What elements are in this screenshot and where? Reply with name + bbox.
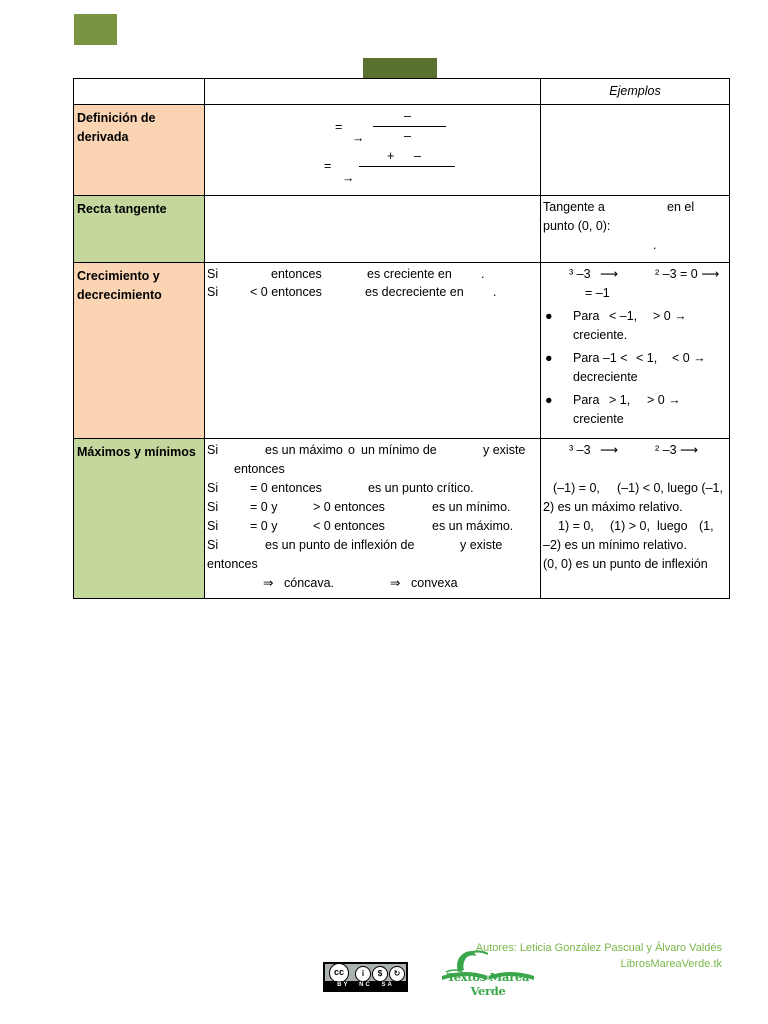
max-min-text: un mínimo de [361, 443, 437, 457]
table-row [74, 439, 730, 599]
bullet-text: > 0 → [647, 393, 681, 407]
bullet-text: < 1, [636, 351, 658, 365]
title-bar [363, 58, 437, 78]
tangent-example-text-1: Tangente a [543, 200, 605, 214]
cc-icon: cc [329, 963, 349, 983]
row-label-max-min: Máximos y mínimos [74, 439, 205, 599]
max-min-text: Si [207, 538, 219, 552]
max-min-text: < 0 entonces [313, 519, 385, 533]
growth-example-arrow: ⟶ [600, 267, 618, 281]
max-min-text: Si [207, 443, 219, 457]
max-example-function: ³ –3 [569, 443, 591, 457]
header-cell-examples: Ejemplos [541, 79, 730, 105]
max-min-text: Si [207, 481, 219, 495]
site-line: LibrosMareaVerde.tk [620, 958, 722, 970]
implies-icon: ⇒ [390, 576, 401, 590]
bullet-text: > 1, [609, 393, 631, 407]
bullet-text: decreciente [573, 370, 638, 384]
table-row [74, 263, 730, 439]
table-row [74, 196, 730, 263]
max-min-text: = 0 y [250, 519, 278, 533]
formula-arrow-1: → [352, 131, 365, 145]
max-min-text: es un punto de inflexión de [265, 538, 415, 552]
max-example-text: (–1) = 0, [553, 481, 600, 495]
max-example-text: (–1) < 0, luego (–1, [617, 481, 723, 495]
decrease-text: < 0 entonces [250, 285, 322, 299]
max-min-text: es un máximo. [432, 519, 514, 533]
max-min-examples [541, 439, 730, 599]
tangent-example-text-4: . [653, 238, 657, 252]
max-example-text: (1, [699, 519, 714, 533]
formula-minus-3: – [414, 149, 421, 163]
header-accent-block [74, 14, 117, 45]
bullet-icon: ● [545, 393, 553, 407]
bullet-text: creciente. [573, 328, 628, 342]
formula-equals-2: = [324, 159, 332, 173]
tangent-example-text-3: punto (0, 0): [543, 219, 611, 233]
formula-arrow-2: → [342, 171, 355, 185]
tangent-line-formula [205, 196, 541, 263]
max-min-text: convexa [411, 576, 458, 590]
growth-text: . [481, 267, 485, 281]
decrease-text: . [493, 285, 497, 299]
growth-example-derivative: ² –3 = 0 ⟶ [655, 267, 720, 281]
tangent-line-examples [541, 196, 730, 263]
table-header-row [74, 79, 730, 105]
license-nc: NC [359, 982, 372, 988]
row-label-tangent-line: Recta tangente [74, 196, 205, 263]
formula-plus: + [387, 149, 395, 163]
cc-by-nc-sa-icon [323, 962, 408, 992]
license-sa: SA [381, 982, 394, 988]
bullet-text: > 0 → [653, 309, 687, 323]
max-min-text: y existe [460, 538, 503, 552]
max-example-derivative: ² –3 ⟶ [655, 443, 698, 457]
max-min-text: entonces [234, 462, 285, 476]
bullet-text: creciente [573, 412, 624, 426]
bullet-text: Para –1 < [573, 351, 628, 365]
row-label-growth: Crecimiento y decrecimiento [74, 263, 205, 439]
authors-line: Autores: Leticia González Pascual y Álvaro Valdés [475, 942, 722, 954]
growth-content [205, 263, 541, 439]
max-min-text: es un máximo [265, 443, 343, 457]
max-example-text: 1) = 0, [558, 519, 594, 533]
formula-minus-1: – [404, 109, 411, 123]
growth-text: es creciente en [367, 267, 452, 281]
max-min-text: y existe [483, 443, 526, 457]
growth-text: entonces [271, 267, 322, 281]
max-example-text: (0, 0) es un punto de inflexión [543, 557, 708, 571]
max-min-text: Si [207, 519, 219, 533]
bullet-text: < –1, [609, 309, 638, 323]
license-by: BY [337, 982, 350, 988]
max-example-text: (1) > 0, [610, 519, 650, 533]
max-min-text: o [348, 443, 355, 457]
max-min-text: cóncava. [284, 576, 335, 590]
derivative-definition-examples [541, 105, 730, 196]
max-min-text: > 0 entonces [313, 500, 385, 514]
max-min-text: es un mínimo. [432, 500, 511, 514]
max-example-text: 2) es un máximo relativo. [543, 500, 683, 514]
max-min-text: = 0 y [250, 500, 278, 514]
tangent-example-text-2: en el [667, 200, 695, 214]
max-min-text: = 0 entonces [250, 481, 322, 495]
noncommercial-icon: $ [372, 966, 388, 982]
logo-text: Textos Marea Verde [446, 970, 530, 998]
header-cell-concept [74, 79, 205, 105]
bullet-icon: ● [545, 309, 553, 323]
max-min-text: Si [207, 500, 219, 514]
max-example-text: luego [657, 519, 688, 533]
max-example-text: –2) es un mínimo relativo. [543, 538, 687, 552]
growth-example-roots: = –1 [585, 286, 610, 300]
max-example-arrow: ⟶ [600, 443, 618, 457]
table-row [74, 105, 730, 196]
growth-examples [541, 263, 730, 439]
bullet-text: Para [573, 309, 600, 323]
bullet-text: Para [573, 393, 600, 407]
header-cell-definition [205, 79, 541, 105]
max-min-text: es un punto crítico. [368, 481, 474, 495]
derivative-definition-formula [205, 105, 541, 196]
row-label-derivative-definition: Definición de derivada [74, 105, 205, 196]
attribution-icon: i [355, 966, 371, 982]
growth-text: Si [207, 267, 219, 281]
sharealike-icon: ↻ [389, 966, 405, 982]
summary-table [73, 78, 730, 599]
max-min-text: entonces [207, 557, 258, 571]
bullet-text: < 0 → [672, 351, 706, 365]
formula-minus-2: – [404, 129, 411, 143]
decrease-text: es decreciente en [365, 285, 464, 299]
decrease-text: Si [207, 285, 219, 299]
formula-equals-1: = [335, 120, 343, 134]
fraction-line-2 [359, 166, 455, 167]
max-min-content [205, 439, 541, 599]
marea-verde-logo [436, 946, 540, 998]
implies-icon: ⇒ [263, 576, 274, 590]
bullet-icon: ● [545, 351, 553, 365]
growth-example-function: ³ –3 [569, 267, 591, 281]
